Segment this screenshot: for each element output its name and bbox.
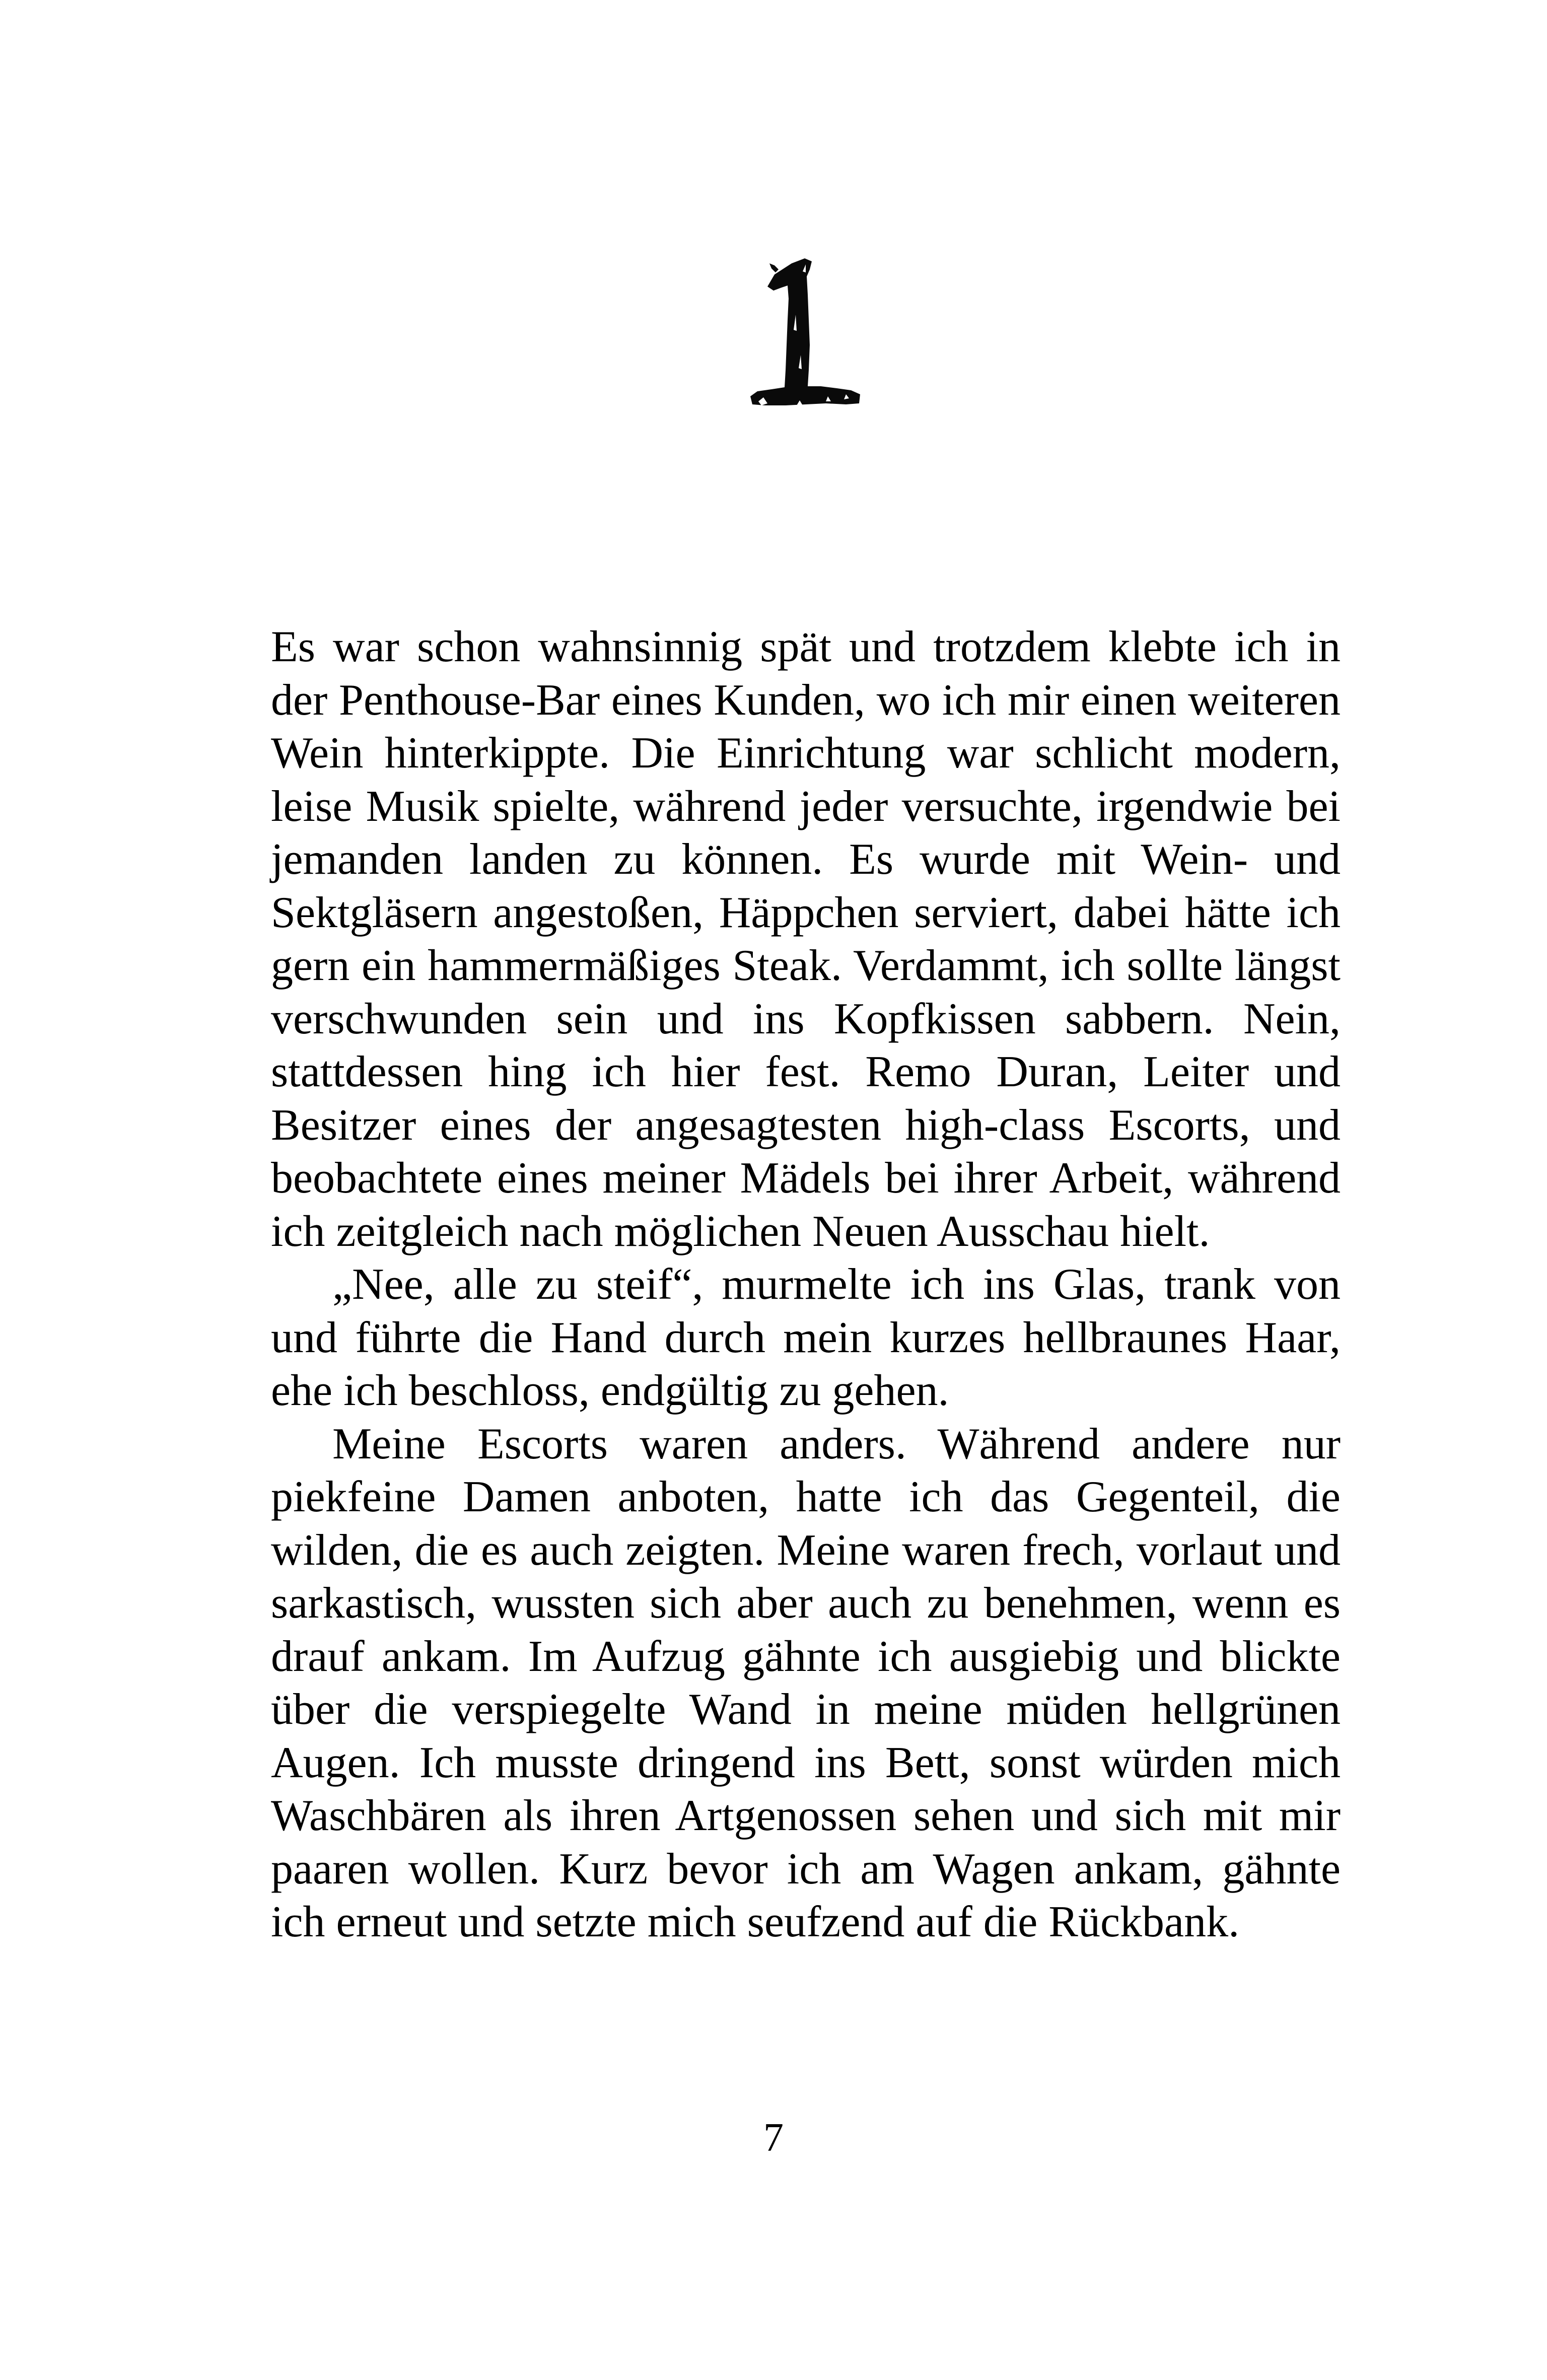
paragraph-2: „Nee, alle zu steif“, murmelte ich ins Glas, trank von und führte die Hand durch mein kurzes hellbraunes Haar, ehe ich beschloss, endgültig zu gehen.	[271, 1260, 1341, 1415]
chapter-number	[745, 254, 866, 415]
chapter-body-text	[271, 620, 1341, 1949]
paragraph-1: Es war schon wahnsinnig spät und trotzdem klebte ich in der Penthouse-Bar eines Kunden, wo ich mir einen weiteren Wein hinterkippte. Die Einrichtung war schlicht modern, leise Musik spielte, während jeder versuchte, irgendwie bei jemanden landen zu können. Es wurde mit Wein- und Sektgläsern angestoßen, Häppchen serviert, dabei hätte ich gern ein hammermäßiges Steak. Verdammt, ich sollte längst verschwunden sein und ins Kopfkissen sabbern. Nein, stattdessen hing ich hier fest. Remo Duran, Leiter und Besitzer eines der angesagtesten high-class Escorts, und beobachtete eines meiner Mädels bei ihrer Arbeit, während ich zeitgleich nach möglichen Neuen Ausschau hielt.	[271, 622, 1341, 1256]
paragraph-3: Meine Escorts waren anders. Während andere nur piekfeine Damen anboten, hatte ich das Gegenteil, die wilden, die es auch zeigten. Meine waren frech, vorlaut und sarkastisch, wussten sich aber auch zu benehmen, wenn es drauf ankam. Im Aufzug gähnte ich ausgiebig und blickte über die verspiegelte Wand in meine müden hellgrünen Augen. Ich musste dringend ins Bett, sonst würden mich Waschbären als ihren Artgenossen sehen und sich mit mir paaren wollen. Kurz bevor ich am Wagen ankam, gähnte ich erneut und setzte mich seufzend auf die Rückbank.	[271, 1419, 1341, 1946]
brush-numeral-one-icon	[745, 254, 866, 415]
page-number: 7	[763, 2116, 784, 2160]
